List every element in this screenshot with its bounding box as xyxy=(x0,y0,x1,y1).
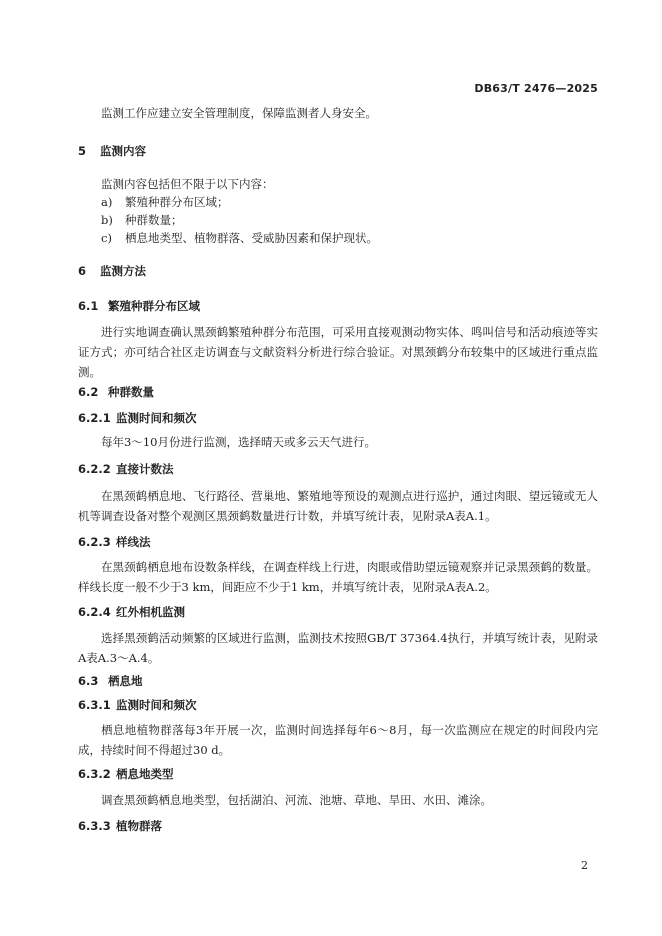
section-number: 6.2.3 xyxy=(78,535,111,549)
section-6-1-paragraph: 进行实地调查确认黑颈鹤繁殖种群分布范围，可采用直接观测动物实体、鸣叫信号和活动痕迹等实证方式；亦可结合社区走访调查与文献资料分析进行综合验证。对黑颈鹤分布较集中的区域进行重点监测。 xyxy=(78,325,598,379)
section-title: 栖息地类型 xyxy=(116,767,174,781)
list-text: 繁殖种群分布区域； xyxy=(125,195,229,209)
section-number: 6.2.2 xyxy=(78,462,111,476)
section-number: 6.3.3 xyxy=(78,819,111,833)
list-text: 种群数量； xyxy=(125,213,183,227)
section-6-2-3-paragraph: 在黑颈鹤栖息地布设数条样线，在调查样线上行进，肉眼或借助望远镜观察并记录黑颈鹤的数量。样线长度一般不少于3 km，间距应不少于1 km，并填写统计表，见附录A表A.2。 xyxy=(78,560,598,594)
section-title: 样线法 xyxy=(116,535,151,549)
section-6-2-1-paragraph: 每年3～10月份进行监测，选择晴天或多云天气进行。 xyxy=(101,435,376,449)
list-marker: b) xyxy=(101,213,113,227)
list-item xyxy=(101,228,378,248)
section-6-2-3-heading xyxy=(78,534,151,550)
section-6-2-4-heading xyxy=(78,604,185,620)
section-6-2-heading xyxy=(78,384,154,400)
section-number: 6.2.1 xyxy=(78,411,111,425)
document-code: DB63/T 2476—2025 xyxy=(474,82,598,95)
section-title: 直接计数法 xyxy=(116,462,174,476)
section-number: 6.3.1 xyxy=(78,698,111,712)
list-marker: a) xyxy=(101,195,113,209)
section-title: 监测方法 xyxy=(100,264,146,278)
section-6-2-2-heading xyxy=(78,461,174,477)
page-number: 2 xyxy=(581,859,588,872)
list-item xyxy=(101,192,229,212)
section-number: 6.3 xyxy=(78,674,99,688)
section-6-3-1-heading xyxy=(78,697,197,713)
section-6-3-2-heading xyxy=(78,766,174,782)
section-number: 6.3.2 xyxy=(78,767,111,781)
section-title: 监测时间和频次 xyxy=(116,698,197,712)
section-number: 5 xyxy=(78,144,87,158)
section-6-3-3-heading xyxy=(78,818,162,834)
intro-line: 监测工作应建立安全管理制度，保障监测者人身安全。 xyxy=(101,106,377,120)
list-marker: c) xyxy=(101,231,112,245)
section-6-1-heading xyxy=(78,298,200,314)
section-title: 监测内容 xyxy=(100,144,146,158)
section-title: 植物群落 xyxy=(116,819,162,833)
section-6-2-4-paragraph: 选择黑颈鹤活动频繁的区域进行监测，监测技术按照GB/T 37364.4执行，并填写统计表，见附录A表A.3～A.4。 xyxy=(78,631,598,665)
section-number: 6.1 xyxy=(78,299,99,313)
section-6-heading xyxy=(78,263,146,279)
section-title: 种群数量 xyxy=(108,385,154,399)
section-number: 6.2 xyxy=(78,385,99,399)
section-title: 繁殖种群分布区域 xyxy=(108,299,200,313)
section-6-3-heading xyxy=(78,673,143,689)
section-5-heading xyxy=(78,143,146,159)
section-5-lead: 监测内容包括但不限于以下内容： xyxy=(101,177,274,191)
list-text: 栖息地类型、植物群落、受威胁因素和保护现状。 xyxy=(125,231,378,245)
section-title: 红外相机监测 xyxy=(116,605,185,619)
section-6-2-2-paragraph: 在黑颈鹤栖息地、飞行路径、营巢地、繁殖地等预设的观测点进行巡护，通过肉眼、望远镜或无人机等调查设备对整个观测区黑颈鹤数量进行计数，并填写统计表，见附录A表A.1。 xyxy=(78,489,598,523)
section-6-3-1-paragraph: 栖息地植物群落每3年开展一次，监测时间选择每年6～8月，每一次监测应在规定的时间段内完成，持续时间不得超过30 d。 xyxy=(78,723,598,757)
section-title: 栖息地 xyxy=(108,674,143,688)
section-6-2-1-heading xyxy=(78,410,197,426)
list-item xyxy=(101,210,183,230)
section-title: 监测时间和频次 xyxy=(116,411,197,425)
section-6-3-2-paragraph: 调查黑颈鹤栖息地类型，包括湖泊、河流、池塘、草地、旱田、水田、滩涂。 xyxy=(101,793,492,807)
section-number: 6.2.4 xyxy=(78,605,111,619)
section-number: 6 xyxy=(78,264,87,278)
